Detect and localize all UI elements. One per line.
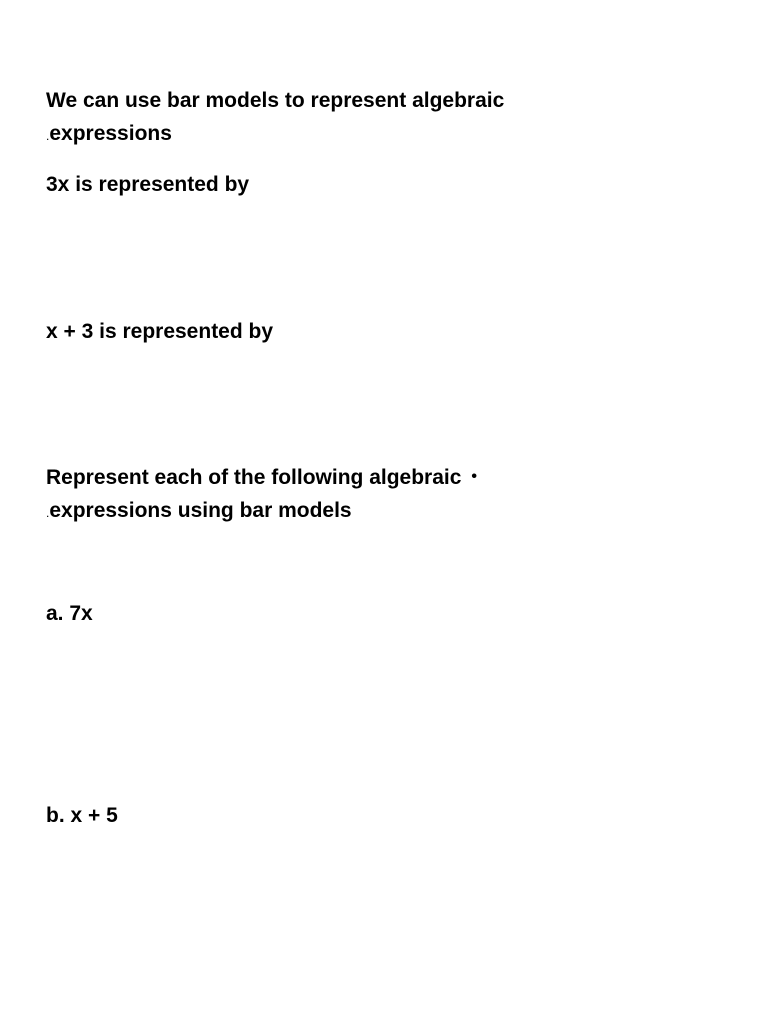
task-text-2: expressions using bar models: [49, 499, 352, 522]
task-line-1: [46, 467, 477, 488]
example-3x-label: [46, 174, 249, 195]
bullet-icon: •: [471, 468, 478, 485]
task-line-2: [46, 500, 352, 521]
example-x-plus-3-text: x + 3 is represented by: [46, 320, 274, 343]
item-b-label: b. x + 5: [46, 804, 118, 827]
example-x-plus-3-label: [46, 321, 273, 342]
intro-text-2: expressions: [49, 122, 172, 145]
task-text-1: Represent each of the following algebraic: [46, 466, 462, 489]
item-a-label: a. 7x: [46, 602, 93, 625]
example-3x-text: 3x is represented by: [46, 173, 250, 196]
leading-period: .: [46, 506, 50, 520]
item-a: [46, 603, 93, 624]
intro-line-2: [46, 123, 172, 144]
intro-line-1: [46, 90, 504, 111]
item-b: [46, 805, 118, 826]
intro-text-1: We can use bar models to represent algebraic: [46, 89, 505, 112]
leading-period: .: [46, 129, 50, 143]
